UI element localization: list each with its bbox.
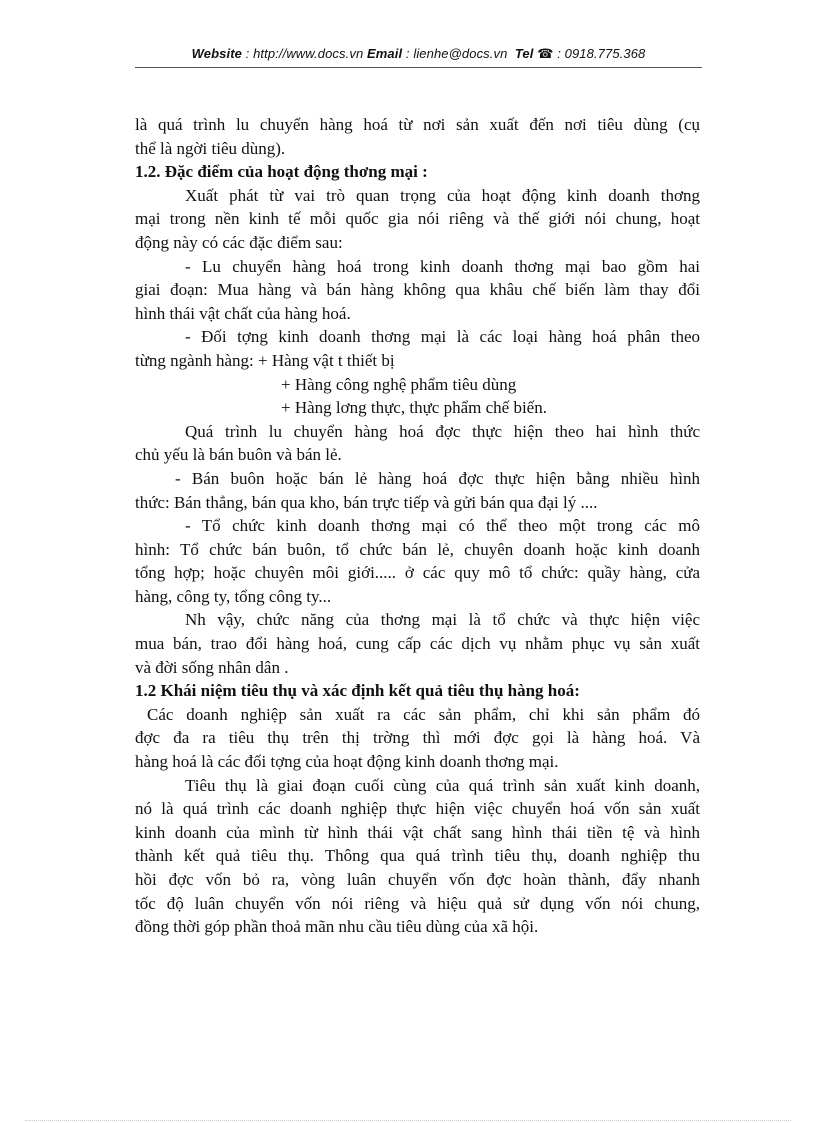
website-url: : http://www.docs.vn bbox=[245, 46, 364, 61]
text-line: nó là quá trình các doanh nghiệp thực hiện việc chuyển hoá vốn sản xuất bbox=[135, 799, 700, 819]
page-header bbox=[135, 46, 702, 62]
text-line: Nh vậy, chức năng của thơng mại là tổ chức và thực hiện việc bbox=[185, 610, 700, 630]
page-bottom-border bbox=[25, 1120, 791, 1121]
email-value: : lienhe@docs.vn bbox=[405, 46, 508, 61]
text-line: Tiêu thụ là giai đoạn cuối cùng của quá trình sản xuất kinh doanh, bbox=[185, 775, 700, 795]
text-line: đợc đa ra tiêu thụ trên thị trờng thì mới đợc gọi là hàng hoá. Và bbox=[135, 728, 700, 748]
text-line: mua bán, trao đổi hàng hoá, cung cấp các dịch vụ nhằm phục vụ sản xuất bbox=[135, 634, 700, 654]
text-line: hàng hoá là các đối tợng của hoạt động kinh doanh thơng mại. bbox=[135, 752, 559, 772]
text-line: kinh doanh của mình từ hình thái vật chất sang hình thái tiền tệ và hình bbox=[135, 822, 700, 842]
text-line: động này có các đặc điểm sau: bbox=[135, 232, 343, 252]
text-line: Quá trình lu chuyển hàng hoá đợc thực hiện theo hai hình thức bbox=[185, 421, 700, 441]
website-label: Website bbox=[191, 46, 242, 61]
tel-label: Tel bbox=[514, 46, 534, 61]
text-line: giai đoạn: Mua hàng và bán hàng không qua khâu chế biến làm thay đổi bbox=[135, 280, 700, 300]
text-line: thành kết quả tiêu thụ. Thông qua quá trình tiêu thụ, doanh nghiệp thu bbox=[135, 846, 700, 866]
text-line: Các doanh nghiệp sản xuất ra các sản phẩm, chỉ khi sản phẩm đó bbox=[147, 704, 700, 724]
text-line: là quá trình lu chuyển hàng hoá từ nơi sản xuất đến nơi tiêu dùng (cụ bbox=[135, 115, 700, 134]
text-line: thể là ngời tiêu dùng). bbox=[135, 138, 286, 158]
text-line: đồng thời góp phần thoả mãn nhu cầu tiêu dùng của xã hội. bbox=[135, 917, 539, 937]
text-line: - Lu chuyển hàng hoá trong kinh doanh thơng mại bao gồm hai bbox=[185, 256, 700, 276]
text-line: Xuất phát từ vai trò quan trọng của hoạt động kinh doanh thơng bbox=[185, 185, 700, 205]
header-divider bbox=[135, 67, 702, 68]
text-line: tổng hợp; hoặc chuyên môi giới..... ở các quy mô tổ chức: quầy hàng, cửa bbox=[135, 563, 700, 583]
text-line: + Hàng lơng thực, thực phẩm chế biến. bbox=[281, 398, 547, 418]
text-line: tốc độ luân chuyển vốn nói riêng và hiệu quả sử dụng vốn nói chung, bbox=[135, 893, 700, 913]
text-line: - Tổ chức kinh doanh thơng mại có thể theo một trong các mô bbox=[185, 516, 700, 536]
email-label: Email bbox=[367, 46, 403, 61]
text-line: chủ yếu là bán buôn và bán lẻ. bbox=[135, 445, 342, 465]
text-line: mại trong nền kinh tế mỗi quốc gia nói riêng và thế giới nói chung, hoạt bbox=[135, 209, 700, 229]
text-line: hàng, công ty, tổng công ty... bbox=[135, 586, 332, 606]
document-body bbox=[135, 113, 700, 939]
text-line: hình: Tổ chức bán buôn, tổ chức bán lẻ, chuyên doanh hoặc kinh doanh bbox=[135, 539, 700, 559]
text-line: - Bán buôn hoặc bán lẻ hàng hoá đợc thực hiện bằng nhiều hình bbox=[175, 468, 700, 488]
text-line: hồi đợc vốn bỏ ra, vòng luân chuyển vốn đợc hoàn thành, đẩy nhanh bbox=[135, 870, 700, 889]
text-line: từng ngành hàng: + Hàng vật t thiết bị bbox=[135, 350, 395, 370]
text-line: thức: Bán thẳng, bán qua kho, bán trực tiếp và gửi bán qua đại lý .... bbox=[135, 492, 598, 512]
text-line: và đời sống nhân dân . bbox=[135, 657, 289, 677]
text-line: + Hàng công nghệ phẩm tiêu dùng bbox=[281, 374, 517, 394]
section-heading: 1.2. Đặc điểm của hoạt động thơng mại : bbox=[135, 162, 428, 182]
text-line: - Đối tợng kinh doanh thơng mại là các loại hàng hoá phân theo bbox=[185, 327, 700, 347]
section-heading: 1.2 Khái niệm tiêu thụ và xác định kết quả tiêu thụ hàng hoá: bbox=[135, 681, 580, 701]
tel-value: ☎ : 0918.775.368 bbox=[537, 46, 646, 61]
text-line: hình thái vật chất của hàng hoá. bbox=[135, 303, 351, 323]
